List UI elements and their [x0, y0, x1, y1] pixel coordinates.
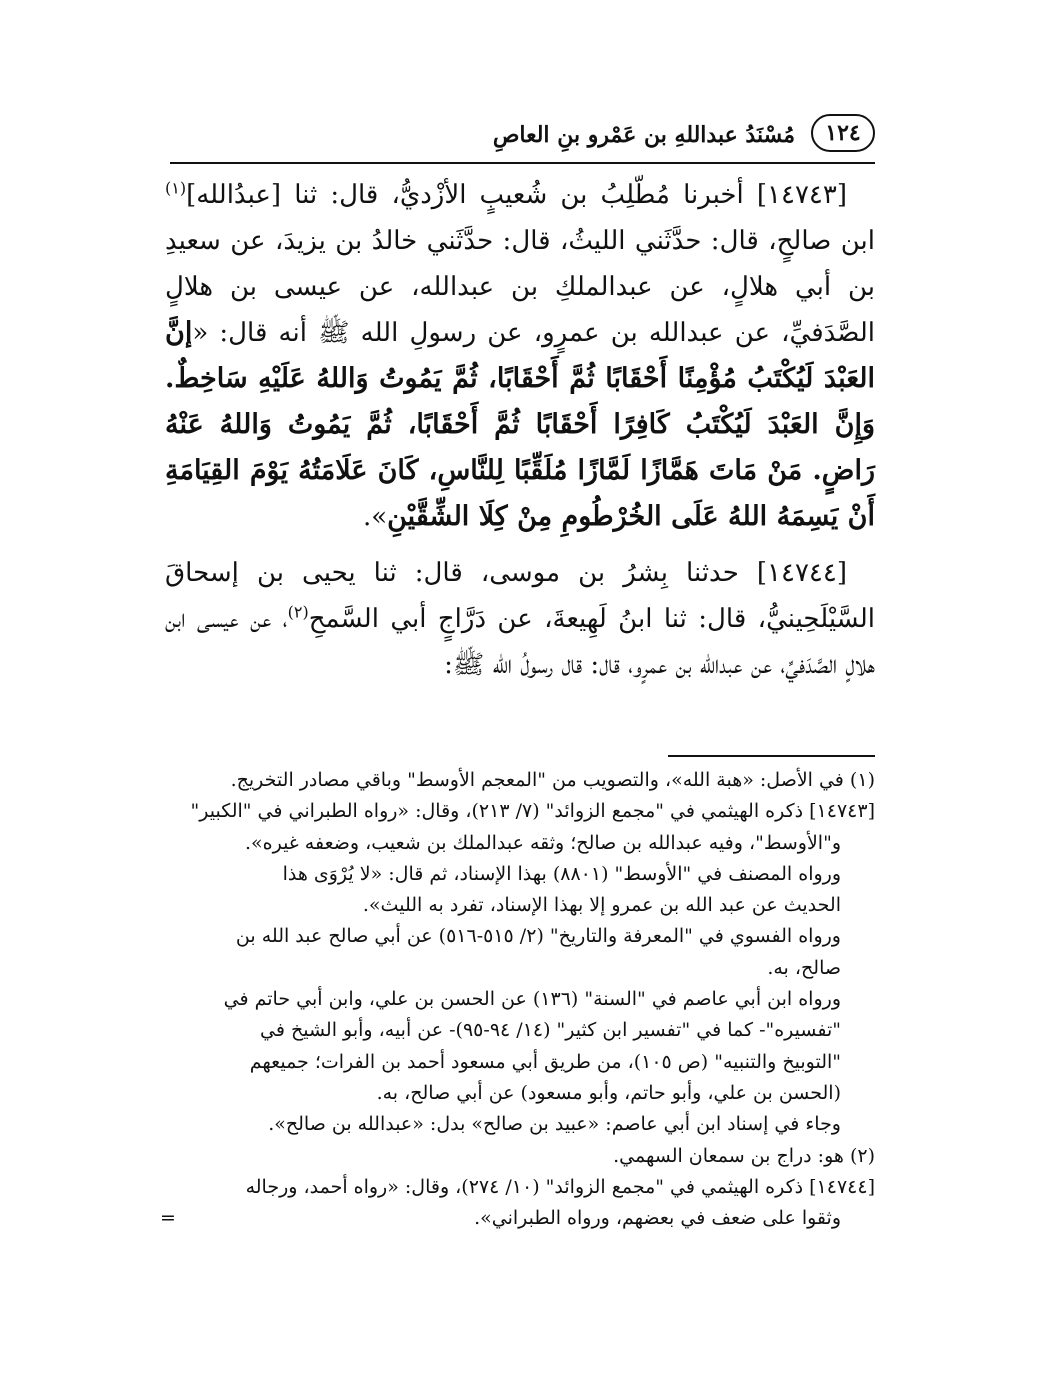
hadith-14744 — [165, 550, 875, 688]
footnote-marker: (١) — [165, 178, 187, 198]
footnote-line: وثقوا على ضعف في بعضهم، ورواه الطبراني». — [474, 1207, 841, 1230]
isnad-text: حدثنا بِشرُ بن موسى، قال: ثنا يحيى بن إسحاقَ السَّيْلَحِينيُّ، قال: ثنا ابنُ لَهِيعةَ، عن دَرَّاجٍ أبي السَّمحِ — [165, 558, 876, 634]
matn-close: ». — [362, 502, 388, 532]
footnote-line: ورواه ابن أبي عاصم في "السنة" (١٣٦) عن الحسن بن علي، وابن أبي حاتم في — [223, 988, 841, 1011]
hadith-number: [١٤٧٤٤] — [756, 558, 847, 588]
footnote-line: (٢) هو: دراج بن سمعان السهمي. — [613, 1144, 875, 1167]
footnote-line: [١٤٧٤٣] ذكره الهيثمي في "مجمع الزوائد" (٧/ ٢١٣)، وقال: «رواه الطبراني في "الكبير" — [190, 800, 875, 823]
hadith-number: [١٤٧٤٣] — [756, 180, 847, 210]
footnote-line: "تفسيره"- كما في "تفسير ابن كثير" (١٤/ ٩٤-٩٥)- عن أبيه، وأبو الشيخ في — [260, 1019, 841, 1042]
header-rule — [170, 162, 875, 164]
footnote-rule — [668, 755, 875, 757]
isnad-text: ، عن عيسى ابن هلالٍ الصَّدَفيِّ، عن عبدالله بن عمرٍو، قال: قال رسولُ الله ﷺ: — [165, 604, 875, 680]
running-title: مُسْنَدُ عبداللهِ بن عَمْرو بنِ العاصِ — [492, 122, 795, 148]
footnote-line: (١) في الأصل: «هبة الله»، والتصويب من "المعجم الأوسط" وباقي مصادر التخريج. — [230, 769, 875, 791]
footnote-line: صالح، به. — [767, 956, 841, 979]
page-number-badge: ١٢٤ — [811, 114, 875, 152]
matn-text: إنَّ العَبْدَ لَيُكْتَبُ مُؤْمِنًا أَحْقَابًا ثُمَّ أَحْقَابًا، ثُمَّ يَمُوتُ وَاللهُ عَلَيْهِ سَاخِطٌ. وَإِنَّ العَبْدَ لَيُكْتَبُ كَافِرًا أَحْقَابًا ثُمَّ أَحْقَابًا، ثُمَّ يَمُوتُ وَاللهُ عَنْهُ رَاضٍ. مَنْ مَاتَ هَمَّازًا لَمَّازًا مُلَقِّبًا لِلنَّاسِ، كَانَ عَلَامَتُهُ يَوْمَ القِيَامَةِ أَنْ يَسِمَهُ اللهُ عَلَى الخُرْطُومِ مِنْ كِلَا الشِّقَّيْنِ — [165, 317, 875, 532]
footnote-line: الحديث عن عبد الله بن عمرو إلا بهذا الإسناد، تفرد به الليث». — [362, 894, 841, 917]
footnote-line: (الحسن بن علي، وأبو حاتم، وأبو مسعود) عن أبي صالح، به. — [376, 1081, 841, 1104]
footnote-last-line — [160, 1203, 875, 1234]
isnad-text: ابن صالحٍ، قال: حدَّثَني الليثُ، قال: حدَّثَني خالدُ بن يزيدَ، عن سعيدِ بن أبي هلالٍ، عن عبدالملكِ بن عبدالله، عن عيسى بن هلالٍ الصَّدَفيِّ، عن عبدالله بن عمرٍو، عن رسولِ الله ﷺ أنه قال: « — [165, 226, 875, 348]
hadith-14743 — [165, 172, 875, 540]
footnotes — [160, 765, 875, 1234]
continuation-mark: = — [160, 1207, 176, 1230]
main-text — [165, 172, 875, 688]
footnote-line: و"الأوسط"، وفيه عبدالله بن صالح؛ وثقه عبدالملك بن شعيب، وضعفه غيره». — [244, 831, 841, 854]
footnote-line: [١٤٧٤٤] ذكره الهيثمي في "مجمع الزوائد" (١٠/ ٢٧٤)، وقال: «رواه أحمد، ورجاله — [245, 1175, 875, 1198]
footnote-line: ورواه المصنف في "الأوسط" (٨٨٠١) بهذا الإسناد، ثم قال: «لا يُرْوَى هذا — [282, 862, 841, 885]
footnote-line: "التوبيخ والتنبيه" (ص ١٠٥)، من طريق أبي مسعود أحمد بن الفرات؛ جميعهم — [249, 1050, 841, 1073]
page-header — [170, 112, 875, 160]
footnote-line: وجاء في إسناد ابن أبي عاصم: «عبيد بن صالح» بدل: «عبدالله بن صالح». — [268, 1113, 841, 1136]
footnote-marker: (٢) — [287, 602, 309, 622]
isnad-text: أخبرنا مُطّلِبُ بن شُعيبٍ الأزْديُّ، قال: ثنا [عبدُالله] — [186, 180, 757, 210]
footnote-line: ورواه الفسوي في "المعرفة والتاريخ" (٢/ ٥١٥-٥١٦) عن أبي صالح عبد الله بن — [235, 925, 841, 948]
